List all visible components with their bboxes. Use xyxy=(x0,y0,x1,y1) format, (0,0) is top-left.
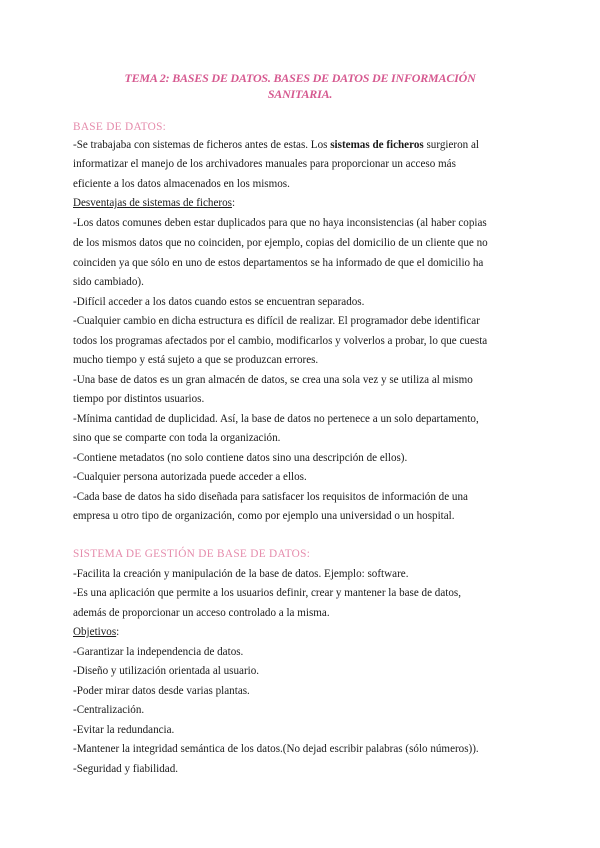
paragraph-line: empresa u otro tipo de organización, como por ejemplo una universidad o un hospital. xyxy=(73,510,455,522)
list-item: -Seguridad y fiabilidad. xyxy=(73,763,179,775)
subheading-disadvantages xyxy=(73,196,235,210)
paragraph-line: -Mínima cantidad de duplicidad. Así, la base de datos no pertenece a un solo departamento, xyxy=(73,413,479,425)
paragraph-line: coinciden ya que sólo en uno de estos departamentos se ha informado de que el domicilio ha xyxy=(73,257,484,269)
section-heading-sgbd: SISTEMA DE GESTIÓN DE BASE DE DATOS: xyxy=(73,548,311,560)
list-item: -Poder mirar datos desde varias plantas. xyxy=(73,685,250,697)
paragraph-line: -Contiene metadatos (no solo contiene datos sino una descripción de ellos). xyxy=(73,452,408,464)
paragraph-line: -Una base de datos es un gran almacén de datos, se crea una sola vez y se utiliza al mismo xyxy=(73,374,473,386)
paragraph-line: informatizar el manejo de los archivadores manuales para proporcionar un acceso más xyxy=(73,158,456,170)
list-item: -Garantizar la independencia de datos. xyxy=(73,646,244,658)
document-title xyxy=(90,70,510,102)
paragraph-line: sido cambiado). xyxy=(73,276,144,288)
paragraph-line: además de proporcionar un acceso controlado a la misma. xyxy=(73,607,330,619)
text-run: -Se trabajaba con sistemas de ficheros antes de estas. Los xyxy=(73,139,331,151)
list-item: -Evitar la redundancia. xyxy=(73,724,175,736)
underlined-label: Objetivos xyxy=(73,626,117,638)
paragraph-line: -Difícil acceder a los datos cuando estos se encuentran separados. xyxy=(73,296,365,308)
paragraph-line: todos los programas afectados por el cambio, modificarlos y volverlos a probar, lo que cuesta xyxy=(73,335,488,347)
title-line-1: TEMA 2: BASES DE DATOS. BASES DE DATOS DE INFORMACIÓN xyxy=(124,71,476,85)
title-line-2: SANITARIA. xyxy=(267,87,333,101)
list-item: -Centralización. xyxy=(73,704,145,716)
list-item: -Diseño y utilización orientada al usuario. xyxy=(73,665,260,677)
paragraph-line: -Cada base de datos ha sido diseñada para satisfacer los requisitos de información de una xyxy=(73,491,468,503)
paragraph-line xyxy=(73,138,479,152)
section-heading-base-de-datos: BASE DE DATOS: xyxy=(73,121,167,133)
text-run: surgieron al xyxy=(423,139,479,151)
paragraph-line: -Los datos comunes deben estar duplicados para que no haya inconsistencias (al haber copias xyxy=(73,217,487,229)
underlined-label: Desventajas de sistemas de ficheros xyxy=(73,197,232,209)
bold-term: sistemas de ficheros xyxy=(330,139,424,151)
paragraph-line: tiempo por distintos usuarios. xyxy=(73,393,205,405)
list-item: -Mantener la integridad semántica de los datos.(No dejad escribir palabras (sólo números)). xyxy=(73,743,479,755)
paragraph-line: de los mismos datos que no coinciden, por ejemplo, copias del domicilio de un cliente que no xyxy=(73,237,488,249)
text-run: : xyxy=(116,626,120,638)
text-run: : xyxy=(231,197,236,209)
paragraph-line: sino que se comparte con toda la organización. xyxy=(73,432,281,444)
paragraph-line: -Es una aplicación que permite a los usuarios definir, crear y mantener la base de datos, xyxy=(73,587,461,599)
paragraph-line: -Cualquier persona autorizada puede acceder a ellos. xyxy=(73,471,307,483)
paragraph-line: eficiente a los datos almacenados en los mismos. xyxy=(73,178,290,190)
paragraph-line: mucho tiempo y está sujeto a que se produzcan errores. xyxy=(73,354,319,366)
paragraph-line: -Facilita la creación y manipulación de la base de datos. Ejemplo: software. xyxy=(73,568,409,580)
paragraph-line: -Cualquier cambio en dicha estructura es difícil de realizar. El programador debe identificar xyxy=(73,315,480,327)
subheading-objectives xyxy=(73,625,119,639)
